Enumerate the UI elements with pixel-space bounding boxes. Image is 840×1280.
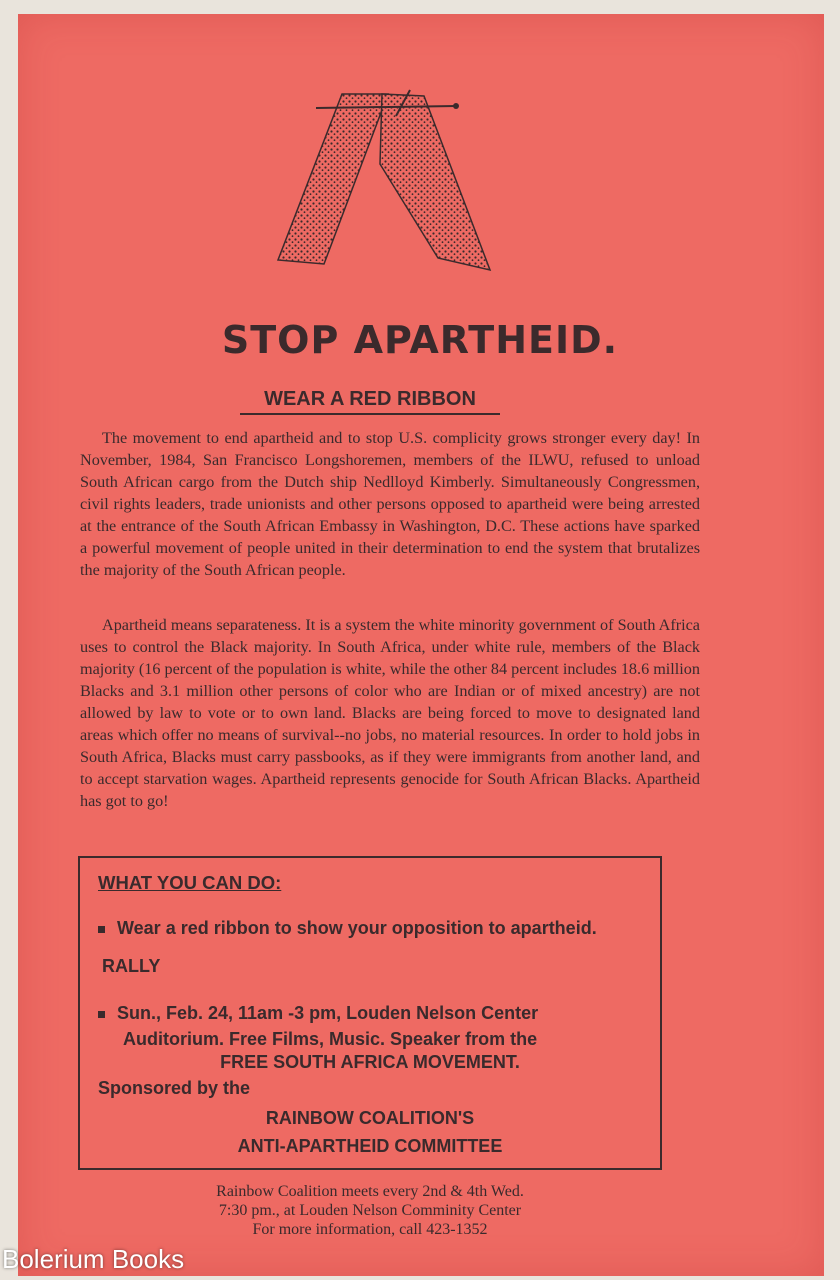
bullet-square-icon: [98, 1011, 105, 1018]
rally-details-line-2: Auditorium. Free Films, Music. Speaker from the: [123, 1029, 538, 1049]
footer: [0, 1182, 740, 1239]
footer-line-1: Rainbow Coalition meets every 2nd & 4th Wed.: [216, 1183, 524, 1200]
red-ribbon-icon: [270, 82, 500, 277]
bullet-square-icon: [98, 926, 105, 933]
movement-name: FREE SOUTH AFRICA MOVEMENT.: [220, 1052, 520, 1072]
sponsor-line-1: RAINBOW COALITION'S: [265, 1108, 475, 1128]
body-paragraph-2: Apartheid means separateness. It is a system the white minority government of South Africa uses to control the Black majority. In South Africa, under white rule, members of the Black majority (16 percent of the population is white, while the other 84 percent includes 18.6 million Blacks and 3.1 million other persons of color who are Indian or of mixed ancestry) are not allowed by law to vote or to own land. Blacks are being forced to move to designated land areas which offer no means of survival--no jobs, no material resources. In order to hold jobs in South Africa, Blacks must carry passbooks, as if they were immigrants from another land, and to accept starvation wages. Apartheid represents genocide for South African Blacks. Apartheid has got to go!: [80, 616, 700, 810]
watermark: Bolerium Books: [2, 1244, 185, 1274]
sponsor-line-2: ANTI-APARTHEID COMMITTEE: [237, 1136, 503, 1156]
footer-line-2: 7:30 pm., at Louden Nelson Comminity Center: [218, 1202, 522, 1219]
subtitle: WEAR A RED RIBBON: [240, 388, 500, 415]
body-paragraph-1: The movement to end apartheid and to stop U.S. complicity grows stronger every day! In November, 1984, San Francisco Longshoremen, members of the ILWU, refused to unload South African cargo from the Dutch ship Nedlloyd Kimberly. Simultaneously Congressmen, civil rights leaders, trade unionists and other persons opposed to apartheid were being arrested at the entrance of the South African Embassy in Washington, D.C. These actions have sparked a powerful movement of people united in their determination to end the system that brutalizes the majority of the South African people.: [80, 429, 700, 579]
rally-details-line-1: Sun., Feb. 24, 11am -3 pm, Louden Nelson Center: [117, 1003, 539, 1023]
box-heading: WHAT YOU CAN DO:: [98, 872, 282, 893]
sponsored-by: Sponsored by the: [98, 1078, 251, 1098]
footer-line-3: For more information, call 423-1352: [252, 1221, 488, 1238]
page-title: STOP APARTHEID.: [221, 318, 619, 362]
bullet-text: Wear a red ribbon to show your opposition to apartheid.: [117, 918, 597, 938]
what-you-can-do-box: [78, 856, 662, 1170]
bullet-rally-details: [98, 1000, 638, 1052]
rally-label: RALLY: [102, 956, 161, 976]
bullet-wear-ribbon: [98, 918, 658, 939]
